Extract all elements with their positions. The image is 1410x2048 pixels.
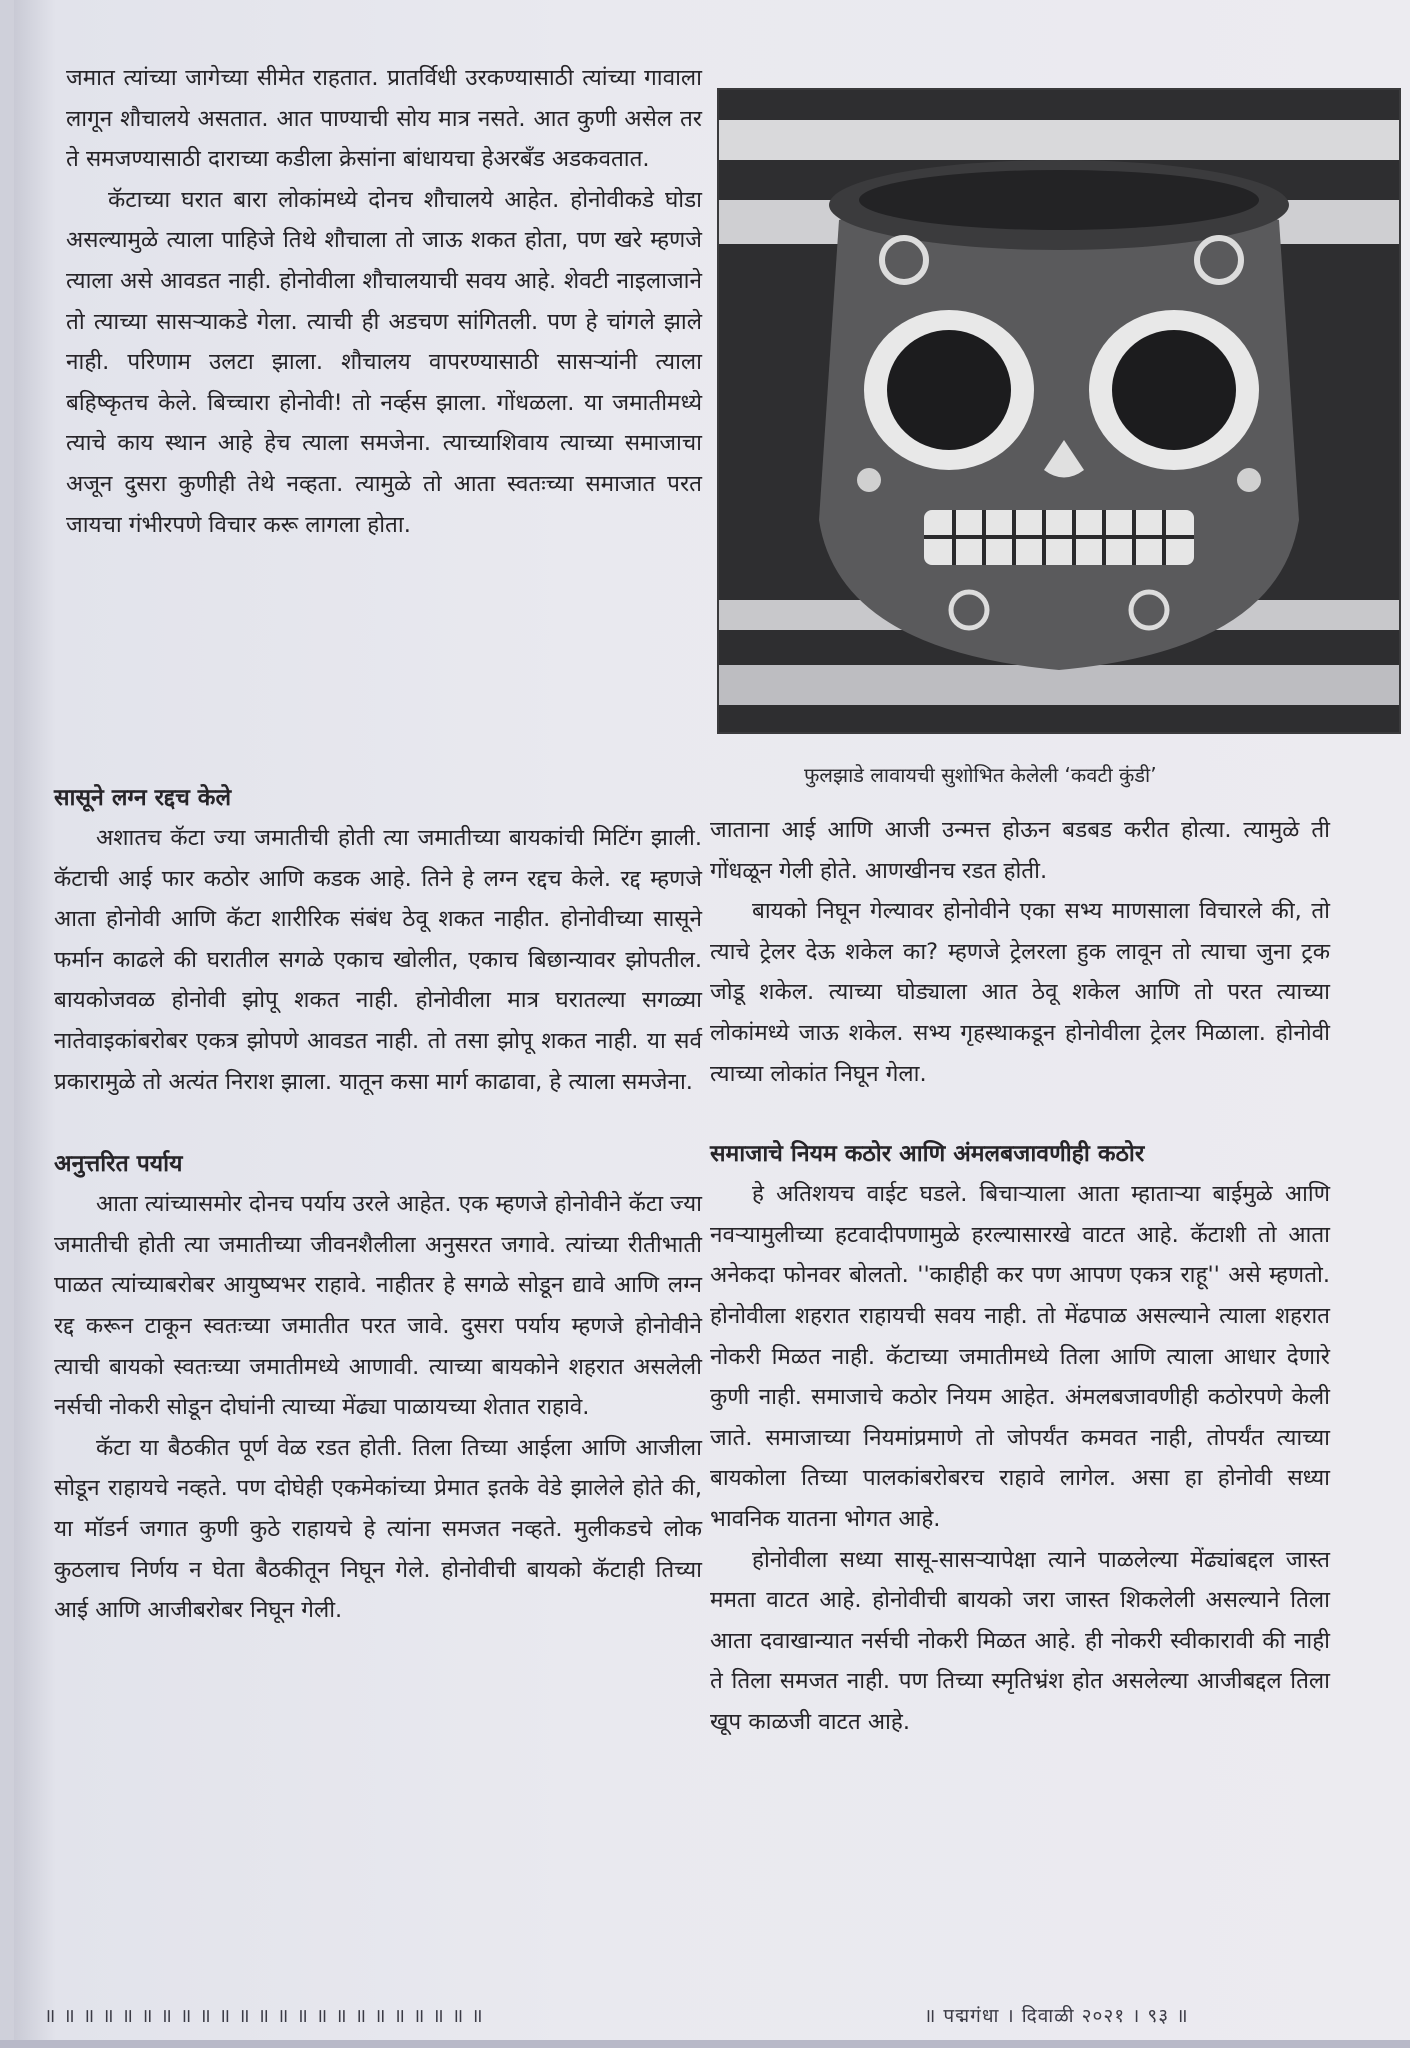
photo-caption: फुलझाडे लावायची सुशोभित केलेली ‘कवटी कुंडी’: [804, 763, 1157, 787]
right-column: [710, 810, 1330, 1742]
book-page: [14, 0, 1410, 2048]
footer-ornament: ॥ ॥ ॥ ॥ ॥ ॥ ॥ ॥ ॥ ॥ ॥ ॥ ॥ ॥ ॥ ॥ ॥ ॥ ॥ ॥ ॥ ॥ ॥: [44, 2005, 484, 2027]
section-heading: सासूने लग्न रद्दच केले: [54, 785, 232, 811]
section-heading: अनुत्तरित पर्याय: [54, 1151, 183, 1178]
paragraph: आता त्यांच्यासमोर दोनच पर्याय उरले आहेत. एक म्हणजे होनोवीने कॅटा ज्या जमातीची होती त्या जमातीच्या जीवनशैलीला अनुसरत जगावे. त्यांच्या रीतीभाती पाळत त्यांच्याबरोबर आयुष्यभर राहावे. नाहीतर हे सगळे सोडून द्यावे आणि लग्न रद्द करून टाकून स्वतःच्या जमातीत परत जावे. दुसरा पर्याय म्हणजे होनोवीने त्याची बायको स्वतःच्या जमातीमध्ये आणावी. त्याच्या बायकोने शहरात असलेली नर्सची नोकरी सोडून दोघांनी त्याच्या मेंढ्या पाळायच्या शेतात राहावे.: [54, 1191, 702, 1421]
paragraph: हे अतिशयच वाईट घडले. बिचाऱ्याला आता म्हाताऱ्या बाईमुळे आणि नवऱ्यामुलीच्या हटवादीपणामुळे हरल्यासारखे वाटत आहे. कॅटाशी तो आता अनेकदा फोनवर बोलतो. ''काहीही कर पण आपण एकत्र राहू'' असे म्हणतो. होनोवीला शहरात राहायची सवय नाही. तो मेंढपाळ असल्याने त्याला शहरात नोकरी मिळत नाही. कॅटाच्या जमातीमध्ये तिला आणि त्याला आधार देणारे कुणी नाही. समाजाचे कठोर नियम आहेत. अंमलबजावणीही कठोरपणे केली जाते. समाजाच्या नियमांप्रमाणे तो जोपर्यंत कमवत नाही, तोपर्यंत त्याच्या बायकोला तिच्या पालकांबरोबरच राहावे लागेल. असा हा होनोवी सध्या भावनिक यातना भोगत आहे.: [710, 1181, 1330, 1532]
paragraph: कॅटा या बैठकीत पूर्ण वेळ रडत होती. तिला तिच्या आईला आणि आजीला सोडून राहायचे नव्हते. पण दोघेही एकमेकांच्या प्रेमात इतके वेडे झालेले होते की, या मॉडर्न जगात कुणी कुठे राहायचे हे त्यांना समजत नव्हते. मुलीकडचे लोक कुठलाच निर्णय न घेता बैठकीतून निघून गेले. होनोवीची बायको कॅटाही तिच्या आई आणि आजीबरोबर निघून गेली.: [54, 1434, 702, 1624]
skull-pot-photo: [717, 88, 1401, 734]
left-column-bottom: [54, 778, 702, 1631]
page-edge: [0, 2040, 1410, 2048]
left-column-top: [66, 58, 702, 545]
paragraph: कॅटाच्या घरात बारा लोकांमध्ये दोनच शौचालये आहेत. होनोवीकडे घोडा असल्यामुळे त्याला पाहिजे तिथे शौचाला तो जाऊ शकत होता, पण खरे म्हणजे त्याला असे आवडत नाही. होनोवीला शौचालयाची सवय आहे. शेवटी नाइलाजाने तो त्याच्या सासऱ्याकडे गेला. त्याची ही अडचण सांगितली. पण हे चांगले झाले नाही. परिणाम उलटा झाला. शौचालय वापरण्यासाठी सासऱ्यांनी त्याला बहिष्कृतच केले. बिच्चारा होनोवी! तो नर्व्हस झाला. गोंधळला. या जमातीमध्ये त्याचे काय स्थान आहे हेच त्याला समजेना. त्याच्याशिवाय त्याच्या समाजाचा अजून दुसरा कुणीही तेथे नव्हता. त्यामुळे तो आता स्वतःच्या समाजात परत जायचा गंभीरपणे विचार करू लागला होता.: [66, 186, 702, 538]
paragraph: जमात त्यांच्या जागेच्या सीमेत राहतात. प्रातर्विधी उरकण्यासाठी त्यांच्या गावाला लागून शौचालये असतात. आत पाण्याची सोय मात्र नसते. आत कुणी असेल तर ते समजण्यासाठी दाराच्या कडीला क्रेसांना बांधायचा हेअरबँड अडकवतात.: [66, 65, 702, 173]
paragraph: अशातच कॅटा ज्या जमातीची होती त्या जमातीच्या बायकांची मिटिंग झाली. कॅटाची आई फार कठोर आणि कडक आहे. तिने हे लग्न रद्दच केले. रद्द म्हणजे आता होनोवी आणि कॅटा शारीरिक संबंध ठेवू शकत नाहीत. होनोवीच्या सासूने फर्मान काढले की घरातील सगळे एकाच खोलीत, एकाच बिछान्यावर झोपतील. बायकोजवळ होनोवी झोपू शकत नाही. होनोवीला मात्र घरातल्या सगळ्या नातेवाइकांबरोबर एकत्र झोपणे आवडत नाही. तो तसा झोपू शकत नाही. या सर्व प्रकारामुळे तो अत्यंत निराश झाला. यातून कसा मार्ग काढावा, हे त्याला समजेना.: [54, 825, 702, 1095]
paragraph: होनोवीला सध्या सासू-सासऱ्यापेक्षा त्याने पाळलेल्या मेंढ्यांबद्दल जास्त ममता वाटत आहे. होनोवीची बायको जरा जास्त शिकलेली असल्याने तिला आता दवाखान्यात नर्सची नोकरी मिळत आहे. ही नोकरी स्वीकारावी की नाही ते तिला समजत नाही. पण तिच्या स्मृतिभ्रंश होत असलेल्या आजीबद्दल तिला खूप काळजी वाटत आहे.: [710, 1546, 1330, 1735]
paragraph: जाताना आई आणि आजी उन्मत्त होऊन बडबड करीत होत्या. त्यामुळे ती गोंधळून गेली होते. आणखीनच रडत होती.: [710, 817, 1330, 884]
section-heading: समाजाचे नियम कठोर आणि अंमलबजावणीही कठोर: [710, 1141, 1145, 1168]
skull-pot-illustration: [719, 90, 1399, 732]
paragraph: बायको निघून गेल्यावर होनोवीने एका सभ्य माणसाला विचारले की, तो त्याचे ट्रेलर देऊ शकेल का? म्हणजे ट्रेलरला हुक लावून तो त्याचा जुना ट्रक जोडू शकेल. त्याच्या घोड्याला आत ठेवू शकेल आणि तो परत त्याच्या लोकांमध्ये जाऊ शकेल. सभ्य गृहस्थाकडून होनोवीला ट्रेलर मिळाला. होनोवी त्याच्या लोकांत निघून गेला.: [710, 898, 1330, 1087]
footer-publication: ॥ पद्मगंधा । दिवाळी २०२१ । ९३ ॥: [924, 2005, 1189, 2027]
